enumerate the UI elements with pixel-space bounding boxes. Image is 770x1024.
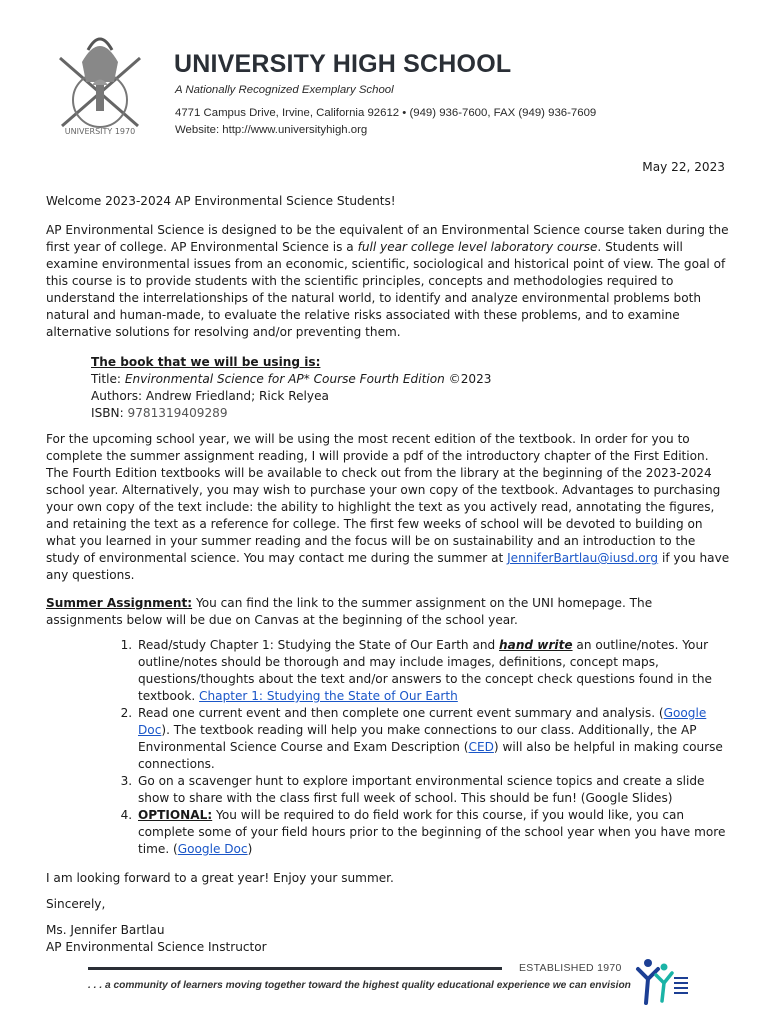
footer-tagline: . . . a community of learners moving together toward the highest quality educational experience we can envision: [88, 980, 631, 991]
footer-rule: [88, 967, 502, 970]
school-website: Website: http://www.universityhigh.org: [175, 124, 368, 136]
signer-title: AP Environmental Science Instructor: [46, 940, 267, 954]
book-isbn: ISBN: 9781319409289: [91, 406, 228, 420]
signer-name: Ms. Jennifer Bartlau: [46, 923, 165, 937]
list-item: 1. Read/study Chapter 1: Studying the State of Our Earth and hand write an outline/notes. Your outline/notes should be thorough and may include images, definitions, concept maps, questions/thoughts about the text and/or answers to the concept check questions found in the textbook. Chapter 1: Studying the State of Our Earth: [136, 637, 736, 705]
crest-text: UNIVERSITY 1970: [64, 127, 136, 136]
district-logo: [634, 955, 690, 1009]
list-item: 2. Read one current event and then complete one current event summary and analysis. (Google Doc). The textbook reading will help you make connections to our class. Additionally, the AP Environmental Science Course and Exam Description (CED) will also be helpful in making course connections.: [136, 705, 736, 773]
school-crest-logo: [52, 30, 148, 140]
course-type-emphasis: full year college level laboratory course: [357, 240, 598, 254]
field-work-doc-link[interactable]: Google Doc: [177, 842, 248, 856]
email-link[interactable]: JenniferBartlau@iusd.org: [507, 551, 659, 565]
summer-assignment-label: Summer Assignment:: [46, 596, 193, 610]
ced-link[interactable]: CED: [468, 740, 494, 754]
intro-paragraph: AP Environmental Science is designed to be the equivalent of an Environmental Science course taken during the first year of college. AP Environmental Science is a full year college level laboratory course. Students will examine environmental issues from an economic, scientific, sociological and historical point of view. The goal of this course is to provide students with the scientific principles, concepts and methodologies required to understand the interrelationships of the natural world, to identify and analyze environmental problems both natural and human-made, to evaluate the relative risks associated with these problems, and to examine alternative solutions for resolving and/or preventing them.: [46, 223, 729, 339]
summer-assignment-intro: Summer Assignment: You can find the link to the summer assignment on the UNI homepage. The assignments below will be due on Canvas at the beginning of the school year.: [46, 596, 653, 627]
sign-off: Sincerely,: [46, 897, 106, 911]
assignment-list: [110, 637, 736, 858]
letter-date: May 22, 2023: [642, 160, 725, 174]
list-item: 4. OPTIONAL: You will be required to do field work for this course, if you would like, you can complete some of your field hours prior to the beginning of the school year when you have more time. (Google Doc): [136, 807, 736, 858]
book-heading: The book that we will be using is:: [91, 355, 321, 369]
book-info: [91, 354, 731, 422]
chapter-1-link[interactable]: Chapter 1: Studying the State of Our Earth: [199, 689, 458, 703]
google-doc-link[interactable]: Google Doc: [138, 706, 707, 737]
textbook-paragraph: For the upcoming school year, we will be using the most recent edition of the textbook. In order for you to complete the summer assignment reading, I will provide a pdf of the introductory chapter of the First Edition. The Fourth Edition textbooks will be available to check out from the library at the beginning of the 2023-2024 school year. Alternatively, you may wish to purchase your own copy of the textbook. Advantages to purchasing your own copy of the text include: the ability to highlight the text as you actively read, annotating the figures, and retaining the text as a reference for college. The first few weeks of school will be devoted to building on what you learned in your summer reading and the focus will be on sustainability and an introduction to the study of environmental science. You may contact me during the summer at JenniferBartlau@iusd.org if you have any questions.: [46, 432, 730, 582]
established-text: ESTABLISHED 1970: [519, 962, 622, 974]
school-address: 4771 Campus Drive, Irvine, California 92612 • (949) 936-7600, FAX (949) 936-7609: [175, 107, 597, 119]
closing-line: I am looking forward to a great year! Enjoy your summer.: [46, 871, 394, 885]
school-subtitle: A Nationally Recognized Exemplary School: [175, 84, 394, 96]
school-name: UNIVERSITY HIGH SCHOOL: [174, 50, 512, 78]
list-item: 3. Go on a scavenger hunt to explore important environmental science topics and create a slide show to share with the class first full week of school. This should be fun! (Google Slides): [136, 773, 736, 807]
greeting: Welcome 2023-2024 AP Environmental Science Students!: [46, 194, 396, 208]
book-authors: Authors: Andrew Friedland; Rick Relyea: [91, 389, 329, 403]
book-title: Title: Environmental Science for AP* Course Fourth Edition ©2023: [91, 372, 492, 386]
